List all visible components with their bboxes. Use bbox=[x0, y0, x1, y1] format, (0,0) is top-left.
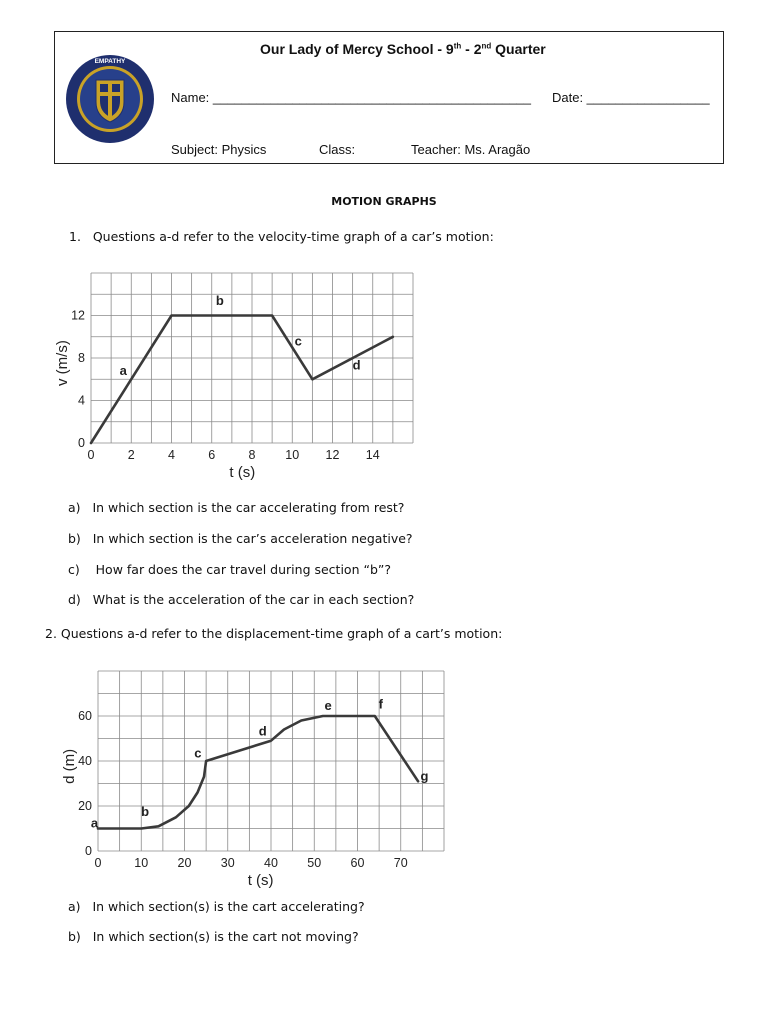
section-label-f: f bbox=[378, 696, 384, 712]
y-tick-label: 40 bbox=[78, 754, 92, 768]
x-tick-label: 40 bbox=[264, 856, 278, 870]
question-2b: b) In which section(s) is the cart not moving? bbox=[68, 929, 359, 944]
teacher-field: Teacher: Ms. Aragão bbox=[411, 142, 531, 157]
velocity-time-chart bbox=[40, 262, 440, 492]
question-1d: d) What is the acceleration of the car in each section? bbox=[68, 592, 415, 607]
section-label-g: g bbox=[420, 768, 429, 784]
logo-motto: EMPATHY bbox=[94, 58, 126, 65]
header-box bbox=[54, 31, 724, 164]
section-label-b: b bbox=[215, 292, 224, 308]
x-axis-title: t (s) bbox=[247, 872, 274, 889]
x-tick-label: 6 bbox=[208, 448, 216, 462]
y-axis-title: d (m) bbox=[61, 748, 78, 784]
y-tick-label: 0 bbox=[78, 436, 85, 450]
grid-lines bbox=[91, 273, 413, 443]
section-label-a: a bbox=[90, 815, 99, 831]
date-field: Date: _________________ bbox=[552, 90, 710, 105]
y-tick-label: 60 bbox=[78, 709, 92, 723]
displacement-time-chart bbox=[40, 660, 460, 895]
y-tick-label: 0 bbox=[85, 844, 92, 858]
section-label-b: b bbox=[141, 803, 150, 819]
question-1-prompt: 1. Questions a-d refer to the velocity-time graph of a car’s motion: bbox=[69, 229, 494, 244]
section-label-a: a bbox=[119, 363, 127, 378]
name-field: Name: ____________________________________________ bbox=[171, 90, 532, 105]
section-label-e: e bbox=[324, 698, 332, 714]
y-tick-label: 12 bbox=[71, 308, 85, 323]
x-tick-label: 12 bbox=[325, 448, 340, 462]
x-tick-label: 2 bbox=[127, 448, 135, 462]
section-title: MOTION GRAPHS bbox=[331, 195, 437, 208]
x-tick-label: 0 bbox=[94, 856, 102, 870]
y-tick-label: 8 bbox=[78, 351, 85, 365]
section-label-c: c bbox=[194, 745, 202, 761]
question-1b: b) In which section is the car’s acceleration negative? bbox=[68, 531, 413, 546]
y-axis-title: v (m/s) bbox=[54, 340, 71, 387]
question-1a: a) In which section is the car accelerating from rest? bbox=[68, 500, 405, 515]
x-tick-label: 70 bbox=[393, 856, 408, 870]
subject-field: Subject: Physics bbox=[171, 142, 267, 157]
grid-lines bbox=[98, 671, 444, 851]
x-tick-label: 10 bbox=[285, 448, 300, 462]
x-axis-title: t (s) bbox=[229, 464, 256, 481]
x-tick-label: 0 bbox=[87, 448, 95, 462]
x-tick-label: 8 bbox=[248, 448, 256, 462]
question-1c: c) How far does the car travel during section “b”? bbox=[68, 562, 391, 577]
x-tick-label: 10 bbox=[134, 856, 149, 870]
y-tick-label: 20 bbox=[78, 799, 92, 813]
x-tick-label: 20 bbox=[177, 856, 192, 870]
question-2-prompt: 2. Questions a-d refer to the displacement-time graph of a cart’s motion: bbox=[45, 626, 503, 641]
question-2a: a) In which section(s) is the cart accelerating? bbox=[68, 899, 365, 914]
class-field: Class: bbox=[319, 142, 356, 157]
page-header-title: Our Lady of Mercy School - 9th - 2nd Quarter bbox=[260, 41, 546, 57]
x-tick-label: 50 bbox=[307, 856, 322, 870]
section-label-c: c bbox=[294, 333, 302, 349]
section-label-d: d bbox=[258, 723, 267, 739]
x-tick-label: 60 bbox=[350, 856, 365, 870]
x-tick-label: 14 bbox=[365, 448, 380, 462]
x-tick-label: 4 bbox=[168, 448, 175, 462]
y-tick-label: 4 bbox=[78, 393, 85, 408]
section-label-d: d bbox=[352, 357, 361, 373]
x-tick-label: 30 bbox=[220, 856, 235, 870]
school-logo bbox=[65, 54, 155, 144]
